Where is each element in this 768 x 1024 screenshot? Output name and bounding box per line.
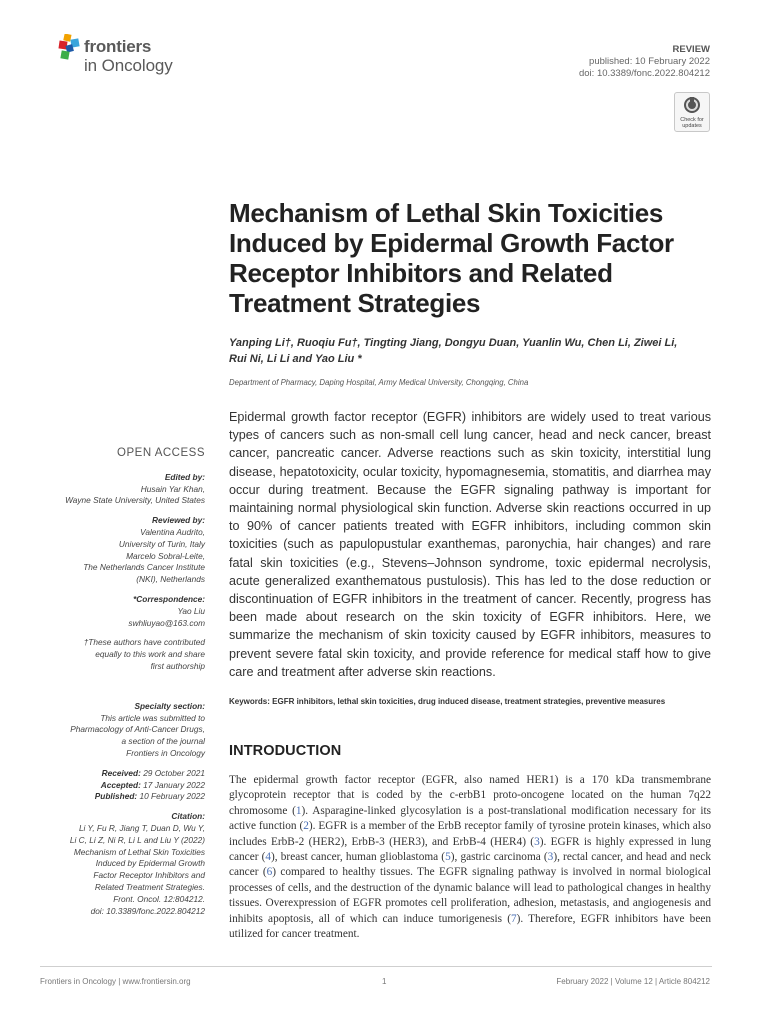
citation-line: Induced by Epidermal Growth xyxy=(95,858,205,869)
citation-doi[interactable]: doi: 10.3389/fonc.2022.804212 xyxy=(90,905,205,916)
dates-block xyxy=(40,768,205,803)
received-date: Received: 29 October 2021 xyxy=(101,767,205,778)
reviewer-line: (NKI), Netherlands xyxy=(136,574,205,585)
editor-line: Wayne State University, United States xyxy=(65,495,205,506)
reference-link[interactable]: 1 xyxy=(295,804,302,817)
check-updates-icon xyxy=(683,96,701,114)
check-for-updates-button[interactable] xyxy=(674,92,710,132)
edited-by-block xyxy=(40,472,205,507)
check-updates-label: Check for updates xyxy=(680,117,704,129)
correspondence-block xyxy=(40,594,205,629)
correspondence-label: *Correspondence: xyxy=(133,593,205,604)
specialty-line: Frontiers in Oncology xyxy=(126,747,205,758)
article-doi[interactable]: doi: 10.3389/fonc.2022.804212 xyxy=(578,68,710,79)
specialty-section-block xyxy=(40,701,205,760)
footer-article-info: February 2022 | Volume 12 | Article 804212 xyxy=(556,977,710,986)
citation-line: Factor Receptor Inhibitors and xyxy=(93,870,205,881)
introduction-paragraph: The epidermal growth factor receptor (EGFR, also named HER1) is a 170 kDa transmembrane glycoprotein receptor that is coded by the c-erbB1 proto-oncogene located on the human 7q22 chromosome (1). Asparagine-linked glycosylation is a post-translational modification necessary for its active function (2). EGFR is a member of the ErbB receptor family of tyrosine protein kinases, which also includes ErbB-2 (HER2), ErbB-3 (HER3), and ErbB-4 (HER4) (3). EGFR is highly expressed in lung cancer (4), breast cancer, human glioblastoma (5), gastric carcinoma (3), rectal cancer, and head and neck cancer (6) compared to healthy tissues. The EGFR signaling pathway is involved in normal biological processes of cells, and the destruction of the dynamic balance will lead to pathological changes in healthy tissues. Overexpression of EGFR promotes cell proliferation, adhesion, metastasis, and angiogenesis and inhibits apoptosis, all of which can induce tumorigenesis (7). Therefore, EGFR inhibitors have been utilized for cancer treatment. xyxy=(229,774,711,941)
citation-line: Mechanism of Lethal Skin Toxicities xyxy=(73,846,205,857)
article-meta xyxy=(579,44,710,80)
citation-line: Related Treatment Strategies. xyxy=(94,881,205,892)
article-title: Mechanism of Lethal Skin Toxicities Induced by Epidermal Growth Factor Receptor Inhibitors and Related Treatment Strategies xyxy=(229,198,674,318)
citation-label: Citation: xyxy=(171,811,205,822)
logo-journal-name: in Oncology xyxy=(84,56,173,75)
logo-wordmark: frontiers xyxy=(84,37,152,56)
author-list xyxy=(229,335,719,367)
page-number: 1 xyxy=(382,977,387,986)
contribution-line: first authorship xyxy=(150,660,205,671)
contribution-line: equally to this work and share xyxy=(95,649,205,660)
specialty-line: Pharmacology of Anti-Cancer Drugs, xyxy=(70,724,205,735)
author-line-2[interactable]: Rui Ni, Li Li and Yao Liu * xyxy=(229,353,362,365)
reference-link[interactable]: 3 xyxy=(547,851,554,864)
affiliation: Department of Pharmacy, Daping Hospital, Army Medical University, Chongqing, China xyxy=(229,378,529,387)
reviewer-line: The Netherlands Cancer Institute xyxy=(83,562,205,573)
footer-journal-link[interactable]: Frontiers in Oncology | www.frontiersin.org xyxy=(40,977,191,986)
reference-link[interactable]: 6 xyxy=(266,866,273,879)
footer-divider xyxy=(40,966,712,967)
citation-block xyxy=(40,811,205,917)
reviewer-line: Valentina Audrito, xyxy=(140,526,205,537)
article-info-sidebar xyxy=(40,448,205,925)
journal-logo[interactable] xyxy=(58,34,198,82)
keywords xyxy=(229,697,711,706)
correspondence-email[interactable]: swhliuyao@163.com xyxy=(128,617,205,628)
frontiers-logo-icon xyxy=(58,34,80,60)
article-type: REVIEW xyxy=(672,44,710,55)
specialty-line: a section of the journal xyxy=(121,736,205,747)
reference-link[interactable]: 4 xyxy=(265,851,272,864)
reviewer-line: Marcelo Sobral-Leite, xyxy=(126,550,205,561)
published-date: published: 10 February 2022 xyxy=(589,56,710,67)
reviewer-line: University of Turin, Italy xyxy=(118,538,205,549)
reference-link[interactable]: 3 xyxy=(534,835,540,848)
edited-by-label: Edited by: xyxy=(164,471,205,482)
correspondence-name: Yao Liu xyxy=(177,605,205,616)
specialty-section-label: Specialty section: xyxy=(134,700,205,711)
section-heading-introduction: INTRODUCTION xyxy=(229,743,342,759)
reference-link[interactable]: 2 xyxy=(303,820,309,833)
author-line-1[interactable]: Yanping Li†, Ruoqiu Fu†, Tingting Jiang, Dongyu Duan, Yuanlin Wu, Chen Li, Ziwei Li, xyxy=(229,337,678,349)
published-date-sidebar: Published: 10 February 2022 xyxy=(94,791,205,802)
editor-line: Husain Yar Khan, xyxy=(140,483,205,494)
citation-line: Front. Oncol. 12:804212. xyxy=(113,893,205,904)
reference-link[interactable]: 7 xyxy=(510,912,517,925)
keywords-label: Keywords: xyxy=(229,697,270,706)
reviewed-by-block xyxy=(40,515,205,586)
reference-link[interactable]: 5 xyxy=(445,851,451,864)
open-access-label: OPEN ACCESS xyxy=(117,447,205,459)
citation-line: Li Y, Fu R, Jiang T, Duan D, Wu Y, xyxy=(78,822,205,833)
citation-line: Li C, Li Z, Ni R, Li L and Liu Y (2022) xyxy=(69,834,205,845)
contribution-line: †These authors have contributed xyxy=(83,637,205,648)
contribution-note xyxy=(40,637,205,672)
keywords-text: EGFR inhibitors, lethal skin toxicities, drug induced disease, treatment strategies, preventive measures xyxy=(272,697,666,706)
accepted-date: Accepted: 17 January 2022 xyxy=(100,779,205,790)
reviewed-by-label: Reviewed by: xyxy=(151,515,205,526)
specialty-line: This article was submitted to xyxy=(100,712,205,723)
abstract: Epidermal growth factor receptor (EGFR) inhibitors are widely used to treat various types of cancers such as non-small cell lung cancer, head and neck cancer, breast cancer, pancreatic cancer. Adverse reactions such as skin toxicity, interstitial lung disease, hepatotoxicity, ocular toxicity, hypomagnesemia, stomatitis, and diarrhea may occur during treatment. Because the EGFR signaling pathway is important for maintaining normal physiological skin function. Adverse skin reactions occurred in up to 90% of cancer patients treated with EGFR inhibitors, including common skin toxicities (such as papulopustular exanthemas, paronychia, hair changes) and rare fatal skin toxicities (e.g., Stevens–Johnson syndrome, toxic epidermal necrolysis, acute generalized exanthematous pustulosis). This has led to the dose reduction or discontinuation of EGFR inhibitors in the treatment of cancer. Recently, progress has been made about research on the skin toxicity of EGFR inhibitors. Here, we summarize the mechanism of skin toxicity caused by EGFR inhibitors, measures to prevent severe fatal skin toxicity, and provide reference for medical staff how to give care and treatment after adverse skin reactions. xyxy=(229,410,711,679)
